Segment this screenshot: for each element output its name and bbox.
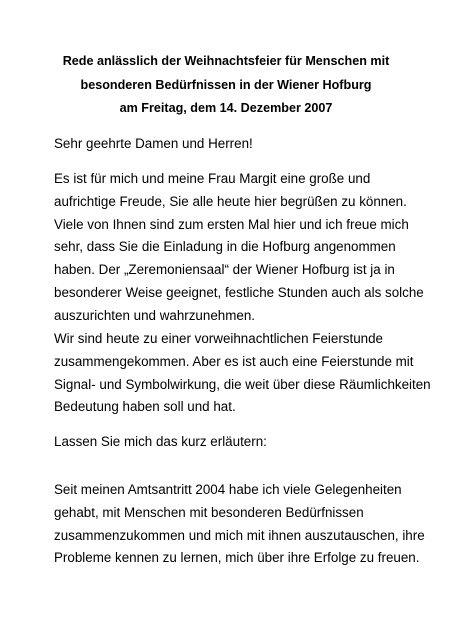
title-line: am Freitag, dem 14. Dezember 2007 — [119, 101, 333, 115]
paragraph-occasion — [54, 328, 431, 419]
text-line: Wir sind heute zu einer vorweihnachtlichen Feierstunde — [54, 331, 383, 346]
text-line: Es ist für mich und meine Frau Margit eine große und — [54, 171, 371, 186]
title-line: Rede anlässlich der Weihnachtsfeier für Menschen mit — [62, 54, 390, 68]
text-line: Viele von Ihnen sind zum ersten Mal hier und ich freue mich — [54, 216, 409, 232]
text-line: sehr, dass Sie die Einladung in die Hofburg angenommen — [54, 239, 396, 255]
text-line: auszurichten und wahrzunehmen. — [54, 307, 255, 323]
text-line: gehabt, mit Menschen mit besonderen Bedürfnissen — [54, 504, 364, 520]
speech-title — [0, 50, 452, 121]
text-line: Signal- und Symbolwirkung, die weit über diese Räumlichkeiten — [54, 376, 431, 392]
paragraph-experience — [54, 479, 425, 570]
text-line: besonderer Weise geeignet, festliche Stunden auch als solche — [54, 284, 424, 300]
paragraph-welcome — [54, 168, 424, 328]
salutation-text: Sehr geehrte Damen und Herren! — [54, 136, 253, 151]
text-line: Seit meinen Amtsantritt 2004 habe ich viele Gelegenheiten — [54, 482, 402, 497]
text-line: Probleme kennen zu lernen, mich über ihre Erfolge zu freuen. — [54, 550, 420, 566]
text-line: haben. Der „Zeremoniensaal“ der Wiener Hofburg ist ja in — [54, 262, 395, 278]
text-line: zusammengekommen. Aber es ist auch eine Feierstunde mit — [54, 353, 414, 369]
salutation — [54, 133, 414, 156]
paragraph-explain — [54, 431, 414, 454]
text-line: aufrichtige Freude, Sie alle heute hier begrüßen zu können. — [54, 193, 407, 209]
text-line: Bedeutung haben soll und hat. — [54, 399, 236, 415]
title-line: besonderen Bedürfnissen in der Wiener Hofburg — [80, 77, 372, 92]
text-line: Lassen Sie mich das kurz erläutern: — [54, 434, 267, 449]
text-line: zusammenzukommen und mich mit ihnen auszutauschen, ihre — [54, 527, 425, 543]
